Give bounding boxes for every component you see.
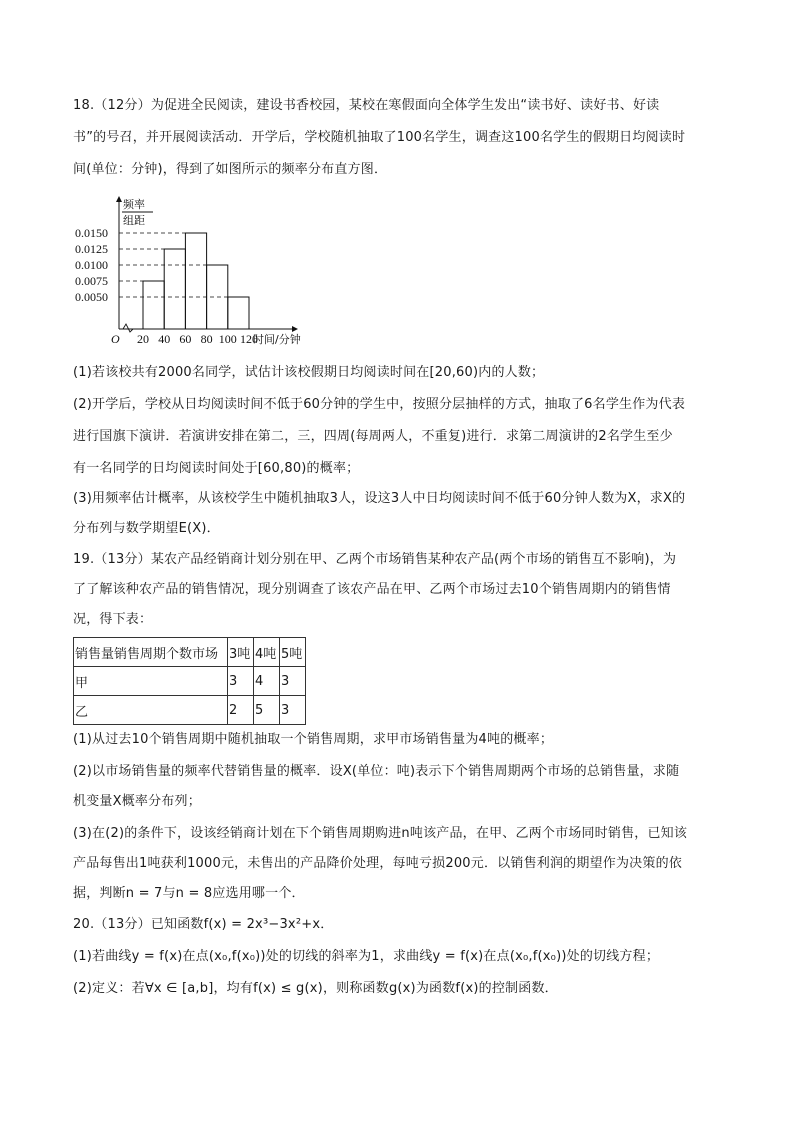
table-cell: 2 bbox=[228, 696, 254, 725]
header-cell: 3吨 bbox=[228, 638, 254, 667]
histogram-bar bbox=[143, 281, 164, 329]
q20-part-1: (1)若曲线y = f(x)在点(x₀,f(x₀))处的切线的斜率为1，求曲线y = f(x)在点(x₀,f(x₀))处的切线方程； bbox=[73, 949, 660, 964]
q19-part-3-line-3: 据，判断n = 7与n = 8应选用哪一个． bbox=[73, 886, 305, 901]
q18-part-1: (1)若该校共有2000名同学，试估计该校假期日均阅读时间在[20,60)内的人数； bbox=[73, 365, 545, 380]
q18-stem-line-2: 书”的号召，并开展阅读活动．开学后，学校随机抽取了100名学生，调查这100名学生的假期日均阅读时 bbox=[73, 130, 686, 145]
x-tick-label: 100 bbox=[218, 332, 237, 345]
q20-part-2: (2)定义：若∀x ∈ [a,b]，均有f(x) ≤ g(x)，则称函数g(x)为函数f(x)的控制函数． bbox=[73, 981, 558, 996]
q20-stem: 20.（13分）已知函数f(x) = 2x³−3x²+x． bbox=[73, 917, 334, 932]
table-cell: 3 bbox=[280, 667, 306, 696]
q19-stem-line-2: 了了解该种农产品的销售情况，现分别调查了该农产品在甲、乙两个市场过去10个销售周期内的销售情 bbox=[73, 582, 671, 597]
header-cell: 5吨 bbox=[280, 638, 306, 667]
sales-table bbox=[73, 637, 306, 725]
q19-part-2-line-1: (2)以市场销售量的频率代替销售量的概率．设X(单位：吨)表示下个销售周期两个市场的总销售量，求随 bbox=[73, 764, 680, 779]
x-tick-label: 120 bbox=[240, 332, 258, 345]
q18-part-3-line-1: (3)用频率估计概率，从该校学生中随机抽取3人，设这3人中日均阅读时间不低于60分钟人数为X，求X的 bbox=[73, 491, 686, 506]
q19-stem-line-3: 况，得下表： bbox=[73, 612, 153, 627]
y-tick-label: 0.0150 bbox=[75, 226, 108, 240]
histogram-bar bbox=[164, 249, 185, 329]
x-axis-label: 时间/分钟 bbox=[253, 333, 301, 345]
table-cell: 3 bbox=[228, 667, 254, 696]
y-tick-label: 0.0075 bbox=[75, 274, 108, 288]
q18-part-3-line-2: 分布列与数学期望E(X)． bbox=[73, 521, 220, 536]
q19-part-3-line-1: (3)在(2)的条件下，设该经销商计划在下个销售周期购进n吨该产品，在甲、乙两个市场同时销售，已知该 bbox=[73, 826, 688, 841]
q19-part-1: (1)从过去10个销售周期中随机抽取一个销售周期，求甲市场销售量为4吨的概率； bbox=[73, 732, 554, 747]
axis-break-mark bbox=[123, 324, 133, 332]
histogram-bar bbox=[185, 233, 206, 329]
table-cell: 乙 bbox=[74, 696, 228, 725]
header-cell: 销售量销售周期个数市场 bbox=[74, 638, 228, 667]
q18-part-2-line-2: 进行国旗下演讲．若演讲安排在第二，三，四周(每周两人，不重复)进行．求第二周演讲的2名学生至少 bbox=[73, 429, 673, 444]
table-cell: 4 bbox=[254, 667, 280, 696]
q18-part-2-line-1: (2)开学后，学校从日均阅读时间不低于60分钟的学生中，按照分层抽样的方式，抽取了6名学生作为代表 bbox=[73, 397, 686, 412]
q19-part-2-line-2: 机变量X概率分布列； bbox=[73, 794, 201, 809]
x-tick-label: 20 bbox=[137, 332, 149, 345]
table-cell: 3 bbox=[280, 696, 306, 725]
y-tick-label: 0.0100 bbox=[75, 258, 108, 272]
table-row bbox=[74, 696, 306, 725]
origin-label: O bbox=[111, 332, 120, 345]
y-tick-label: 0.0125 bbox=[75, 242, 108, 256]
q19-stem-line-1: 19.（13分）某农产品经销商计划分别在甲、乙两个市场销售某种农产品(两个市场的销售互不影响)，为 bbox=[73, 552, 677, 567]
q19-part-3-line-2: 产品每售出1吨获利1000元，未售出的产品降价处理，每吨亏损200元．以销售利润的期望作为决策的依 bbox=[73, 856, 682, 871]
y-tick-label: 0.0050 bbox=[75, 290, 108, 304]
x-tick-label: 80 bbox=[200, 332, 213, 345]
x-tick-label: 40 bbox=[158, 332, 171, 345]
x-tick-label: 60 bbox=[179, 332, 192, 345]
q18-stem-line-1: 18.（12分）为促进全民阅读，建设书香校园，某校在寒假面向全体学生发出“读书好、读好书、好读 bbox=[73, 98, 660, 113]
q18-part-2-line-3: 有一名同学的日均阅读时间处于[60,80)的概率； bbox=[73, 461, 360, 476]
table-cell: 甲 bbox=[74, 667, 228, 696]
y-label-bottom: 组距 bbox=[123, 214, 145, 227]
table-row bbox=[74, 667, 306, 696]
frequency-histogram bbox=[73, 193, 333, 345]
histogram-bar bbox=[228, 297, 249, 329]
header-cell: 4吨 bbox=[254, 638, 280, 667]
table-cell: 5 bbox=[254, 696, 280, 725]
y-label-top: 频率 bbox=[123, 198, 145, 211]
q18-stem-line-3: 间(单位：分钟)，得到了如图所示的频率分布直方图． bbox=[73, 162, 388, 177]
table-header-row bbox=[74, 638, 306, 667]
